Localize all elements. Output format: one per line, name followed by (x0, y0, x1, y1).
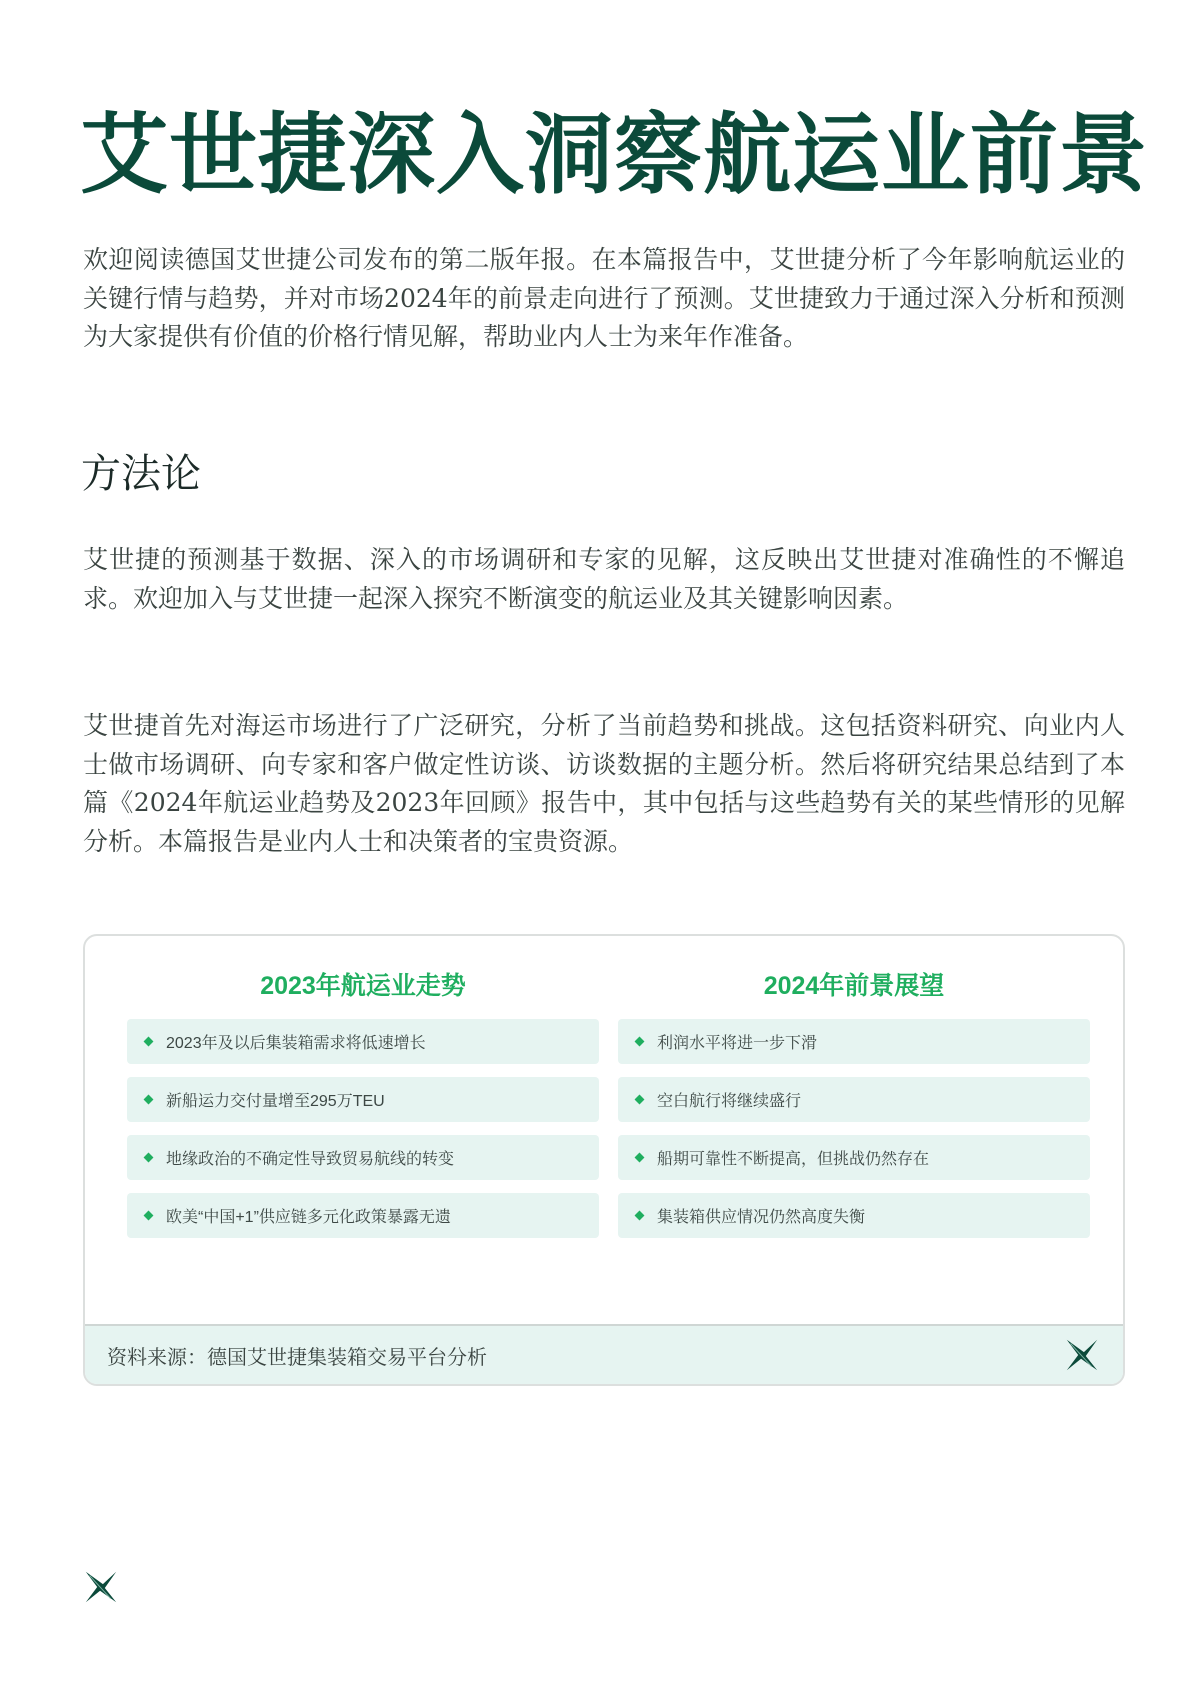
list-item (618, 1135, 1090, 1180)
item-text: 空白航行将继续盛行 (657, 1093, 802, 1110)
diamond-bullet-icon (635, 1037, 645, 1047)
brand-star-logo-icon (1063, 1336, 1101, 1374)
list-item (127, 1019, 599, 1064)
methodology-heading: 方法论 (81, 452, 201, 496)
brand-star-logo-icon (82, 1568, 120, 1606)
trends-2023-heading: 2023年航运业走势 (260, 972, 466, 1000)
intro-paragraph: 欢迎阅读德国艾世捷公司发布的第二版年报。在本篇报告中，艾世捷分析了今年影响航运业的关键行情与趋势，并对市场2024年的前景走向进行了预测。艾世捷致力于通过深入分析和预测为大家提供有价值的价格行情见解，帮助业内人士为来年作准备。 (83, 245, 1125, 351)
list-item (618, 1193, 1090, 1238)
diamond-bullet-icon (635, 1153, 645, 1163)
diamond-bullet-icon (635, 1211, 645, 1221)
page-title: 艾世捷深入洞察航运业前景 (80, 105, 1149, 204)
diamond-bullet-icon (144, 1153, 154, 1163)
methodology-paragraph-2: 艾世捷首先对海运市场进行了广泛研究，分析了当前趋势和挑战。这包括资料研究、向业内人士做市场调研、向专家和客户做定性访谈、访谈数据的主题分析。然后将研究结果总结到了本篇《2024年航运业趋势及2023年回顾》报告中，其中包括与这些趋势有关的某些情形的见解分析。本篇报告是业内人士和决策者的宝贵资源。 (83, 711, 1125, 856)
diamond-bullet-icon (144, 1095, 154, 1105)
diamond-bullet-icon (144, 1211, 154, 1221)
item-text: 集装箱供应情况仍然高度失衡 (657, 1209, 866, 1226)
summary-card (83, 934, 1125, 1386)
item-text: 船期可靠性不断提高，但挑战仍然存在 (657, 1151, 930, 1168)
source-footer (85, 1324, 1123, 1384)
diamond-bullet-icon (635, 1095, 645, 1105)
item-text: 2023年及以后集装箱需求将低速增长 (166, 1035, 426, 1052)
diamond-bullet-icon (144, 1037, 154, 1047)
list-item (127, 1077, 599, 1122)
item-text: 地缘政治的不确定性导致贸易航线的转变 (166, 1151, 455, 1168)
item-text: 欧美“中国+1”供应链多元化政策暴露无遗 (166, 1209, 451, 1226)
list-item (618, 1019, 1090, 1064)
source-text: 资料来源：德国艾世捷集装箱交易平台分析 (107, 1346, 487, 1369)
methodology-paragraph-1: 艾世捷的预测基于数据、深入的市场调研和专家的见解，这反映出艾世捷对准确性的不懈追求。欢迎加入与艾世捷一起深入探究不断演变的航运业及其关键影响因素。 (83, 545, 1125, 613)
outlook-2024-heading: 2024年前景展望 (763, 972, 945, 1000)
list-item (127, 1135, 599, 1180)
item-text: 新船运力交付量增至295万TEU (166, 1093, 385, 1110)
item-text: 利润水平将进一步下滑 (657, 1035, 818, 1052)
list-item (618, 1077, 1090, 1122)
list-item (127, 1193, 599, 1238)
